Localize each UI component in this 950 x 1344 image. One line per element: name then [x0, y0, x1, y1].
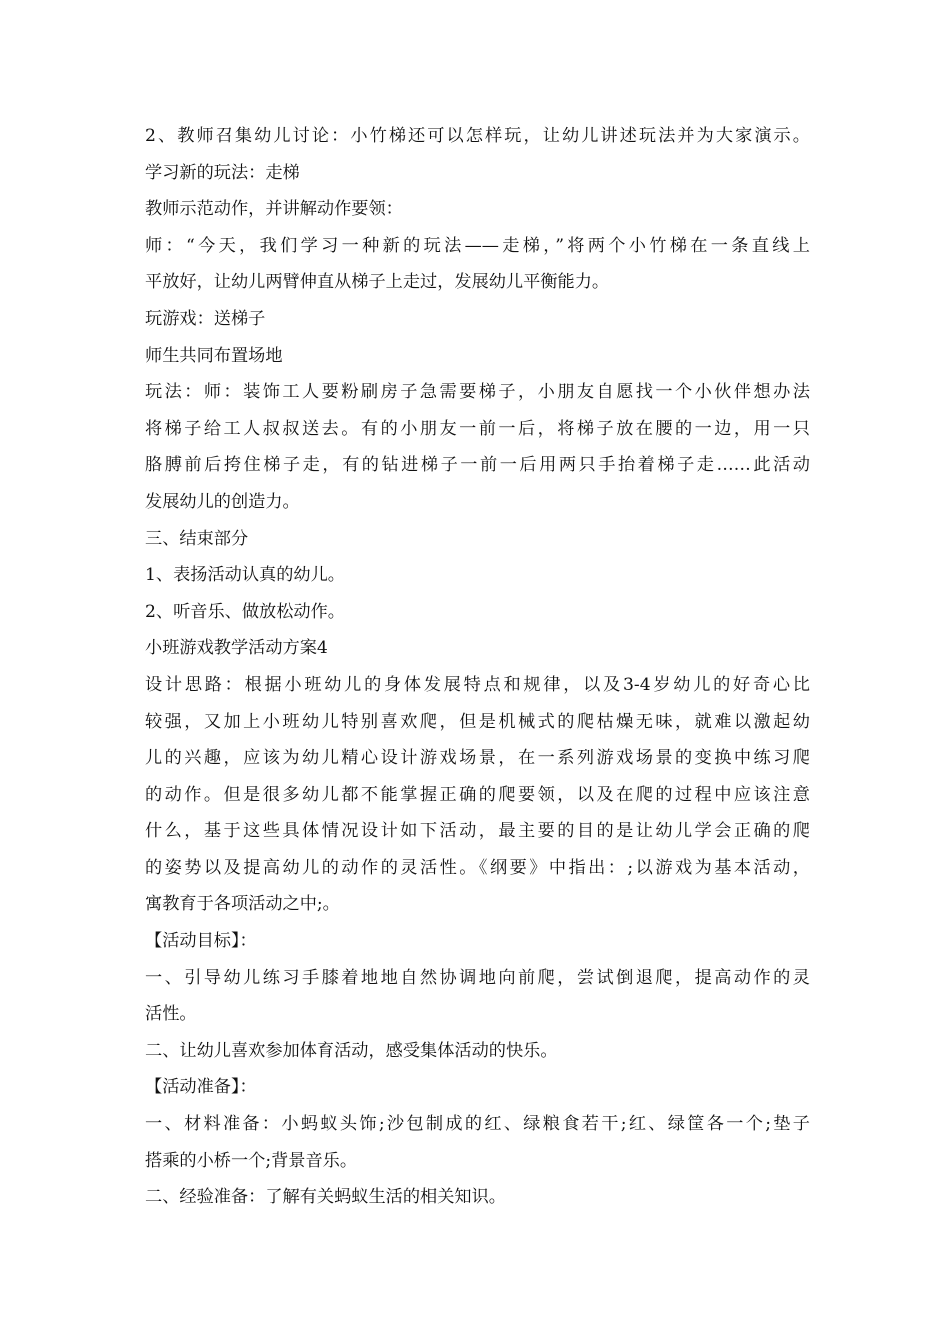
text-line: 一、引导幼儿练习手膝着地地自然协调地向前爬，尝试倒退爬，提高动作的灵 — [145, 967, 810, 988]
text-line: 什么，基于这些具体情况设计如下活动，最主要的目的是让幼儿学会正确的爬 — [145, 821, 810, 842]
text-line: 玩法：师：装饰工人要粉刷房子急需要梯子，小朋友自愿找一个小伙伴想办法 — [145, 382, 810, 403]
text-line: 师：“今天，我们学习一种新的玩法——走梯，”将两个小竹梯在一条直线上 — [145, 235, 810, 256]
text-line: 1、表扬活动认真的幼儿。 — [145, 565, 345, 586]
section-heading: 【活动准备】： — [145, 1077, 257, 1098]
text-line: 将梯子给工人叔叔送去。有的小朋友一前一后，将梯子放在腰的一边，用一只 — [145, 418, 810, 439]
text-line: 一、材料准备：小蚂蚁头饰;沙包制成的红、绿粮食若干;红、绿筐各一个;垫子 — [145, 1114, 810, 1135]
section-heading: 三、结束部分 — [145, 528, 249, 549]
text-line: 设计思路：根据小班幼儿的身体发展特点和规律，以及3-4岁幼儿的好奇心比 — [145, 674, 810, 695]
text-line: 师生共同布置场地 — [145, 345, 283, 366]
text-line: 2、教师召集幼儿讨论：小竹梯还可以怎样玩，让幼儿讲述玩法并为大家演示。 — [145, 126, 810, 146]
text-line: 发展幼儿的创造力。 — [145, 491, 300, 512]
text-line: 寓教育于各项活动之中;。 — [145, 894, 340, 915]
document-body — [145, 118, 810, 1216]
text-line: 玩游戏：送梯子 — [145, 308, 266, 329]
text-line: 搭乘的小桥一个;背景音乐。 — [145, 1150, 358, 1171]
text-line: 平放好，让幼儿两臂伸直从梯子上走过，发展幼儿平衡能力。 — [145, 272, 610, 293]
section-heading: 【活动目标】： — [145, 931, 257, 952]
text-line: 的动作。但是很多幼儿都不能掌握正确的爬要领，以及在爬的过程中应该注意 — [145, 784, 810, 805]
text-line: 较强，又加上小班幼儿特别喜欢爬，但是机械式的爬枯燥无味，就难以激起幼 — [145, 711, 810, 732]
text-line: 胳膊前后挎住梯子走，有的钻进梯子一前一后用两只手抬着梯子走……此活动 — [145, 455, 810, 476]
text-line: 教师示范动作，并讲解动作要领： — [145, 199, 403, 220]
text-line: 二、经验准备：了解有关蚂蚁生活的相关知识。 — [145, 1187, 506, 1208]
text-line: 的姿势以及提高幼儿的动作的灵活性。《纲要》中指出：;以游戏为基本活动， — [145, 857, 810, 878]
text-line: 二、让幼儿喜欢参加体育活动，感受集体活动的快乐。 — [145, 1040, 558, 1061]
text-line: 活性。 — [145, 1004, 197, 1025]
text-line: 儿的兴趣，应该为幼儿精心设计游戏场景，在一系列游戏场景的变换中练习爬 — [145, 748, 810, 769]
text-line: 2、听音乐、做放松动作。 — [145, 601, 345, 622]
text-line: 学习新的玩法：走梯 — [145, 162, 300, 183]
plan-title: 小班游戏教学活动方案4 — [145, 638, 328, 659]
